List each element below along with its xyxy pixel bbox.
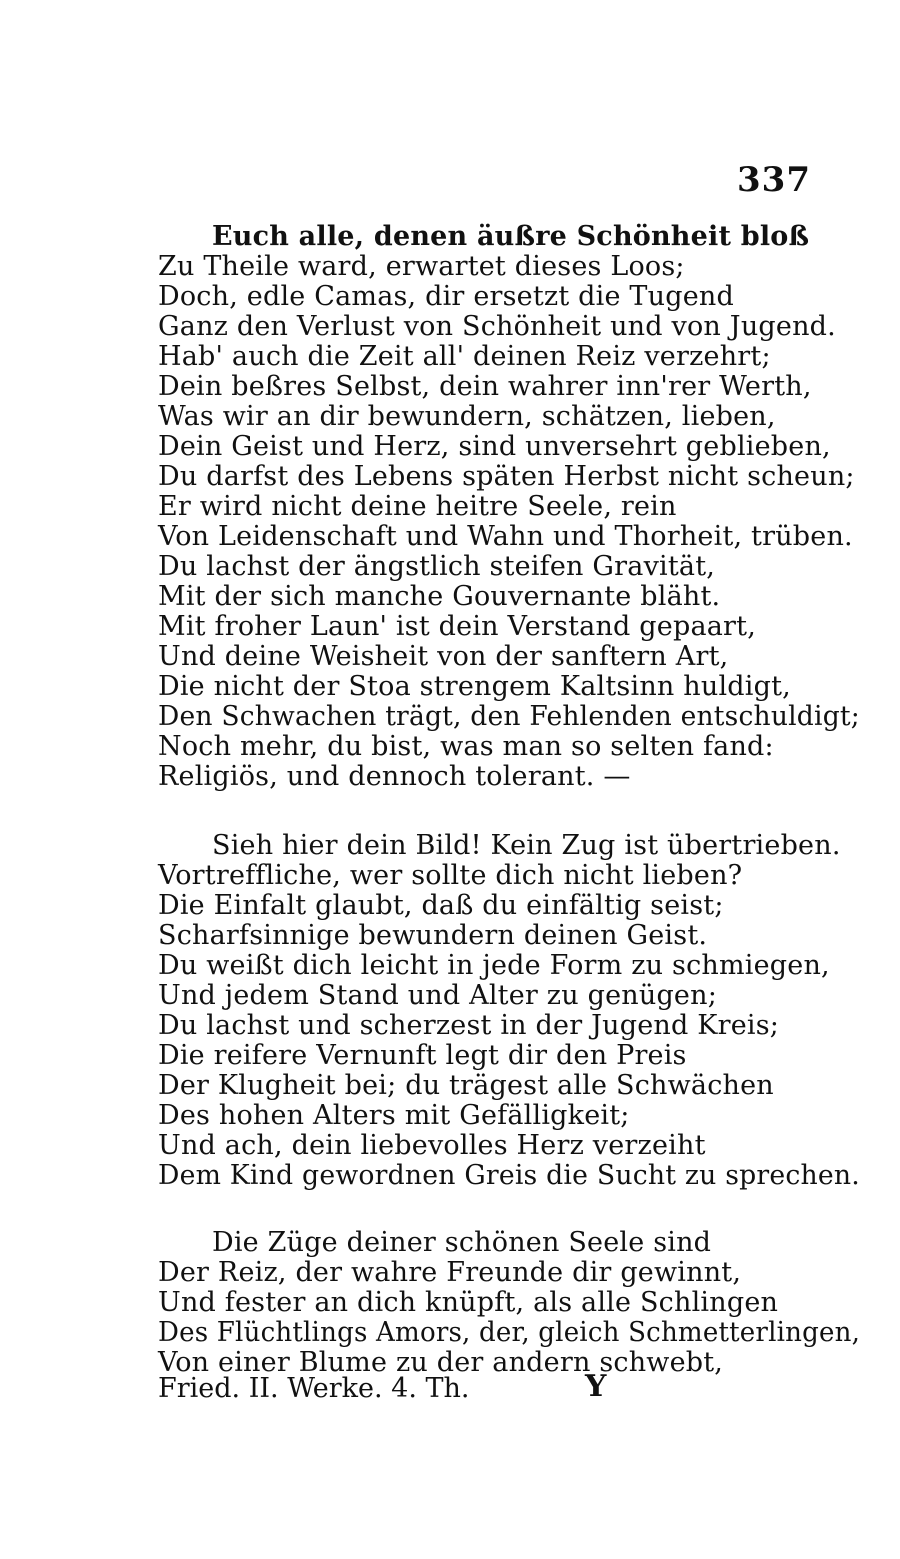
verse-line: Du lachst und scherzest in der Jugend Kreis; [158, 1010, 780, 1041]
verse-line: Dein beßres Selbst, dein wahrer inn'rer Werth, [158, 371, 812, 402]
verse-line: Zu Theile ward, erwartet dieses Loos; [158, 251, 685, 282]
verse-line: Religiös, und dennoch tolerant. — [158, 761, 631, 792]
verse-line: Und jedem Stand und Alter zu genügen; [158, 980, 717, 1011]
verse-line: Die reifere Vernunft legt dir den Preis [158, 1040, 687, 1071]
page-number: 337 [737, 160, 811, 200]
verse-line: Dein Geist und Herz, sind unversehrt geblieben, [158, 431, 831, 462]
verse-line: Den Schwachen trägt, den Fehlenden entschuldigt; [158, 701, 860, 732]
verse-line: Mit der sich manche Gouvernante bläht. [158, 581, 721, 612]
verse-line: Er wird nicht deine heitre Seele, rein [158, 491, 677, 522]
verse-line: Was wir an dir bewundern, schätzen, lieben, [158, 401, 776, 432]
verse-line: Hab' auch die Zeit all' deinen Reiz verzehrt; [158, 341, 771, 372]
verse-line: Des hohen Alters mit Gefälligkeit; [158, 1100, 630, 1131]
verse-line: Der Reiz, der wahre Freunde dir gewinnt, [158, 1257, 742, 1288]
printer-signature: Fried. II. Werke. 4. Th. [158, 1373, 470, 1404]
verse-line: Ganz den Verlust von Schönheit und von Jugend. [158, 311, 836, 342]
verse-line: Und deine Weisheit von der sanftern Art, [158, 641, 729, 672]
verse-line: Noch mehr, du bist, was man so selten fand: [158, 731, 774, 762]
verse-line: Mit froher Laun' ist dein Verstand gepaart, [158, 611, 756, 642]
verse-line: Du weißt dich leicht in jede Form zu schmiegen, [158, 950, 830, 981]
verse-line: Die nicht der Stoa strengem Kaltsinn huldigt, [158, 671, 791, 702]
verse-line: Du darfst des Lebens späten Herbst nicht scheun; [158, 461, 855, 492]
verse-line: Und ach, dein liebevolles Herz verzeiht [158, 1130, 706, 1161]
verse-line: Doch, edle Camas, dir ersetzt die Tugend [158, 281, 734, 312]
verse-line: Vortreffliche, wer sollte dich nicht lieben? [158, 860, 743, 891]
verse-line: Von Leidenschaft und Wahn und Thorheit, trüben. [158, 521, 853, 552]
verse-line: Euch alle, denen äußre Schönheit bloß [212, 221, 810, 252]
verse-line: Der Klugheit bei; du trägest alle Schwächen [158, 1070, 774, 1101]
verse-line: Du lachst der ängstlich steifen Gravität, [158, 551, 716, 582]
verse-line: Die Züge deiner schönen Seele sind [212, 1227, 712, 1258]
verse-line: Von einer Blume zu der andern schwebt, [158, 1347, 724, 1378]
verse-line: Die Einfalt glaubt, daß du einfältig seist; [158, 890, 724, 921]
verse-line: Sieh hier dein Bild! Kein Zug ist übertrieben. [212, 830, 841, 861]
verse-line: Und fester an dich knüpft, als alle Schlingen [158, 1287, 779, 1318]
verse-line: Des Flüchtlings Amors, der, gleich Schmetterlingen, [158, 1317, 861, 1348]
signature-mark: Y [585, 1369, 607, 1404]
verse-line: Dem Kind gewordnen Greis die Sucht zu sprechen. [158, 1160, 860, 1191]
verse-line: Scharfsinnige bewundern deinen Geist. [158, 920, 708, 951]
